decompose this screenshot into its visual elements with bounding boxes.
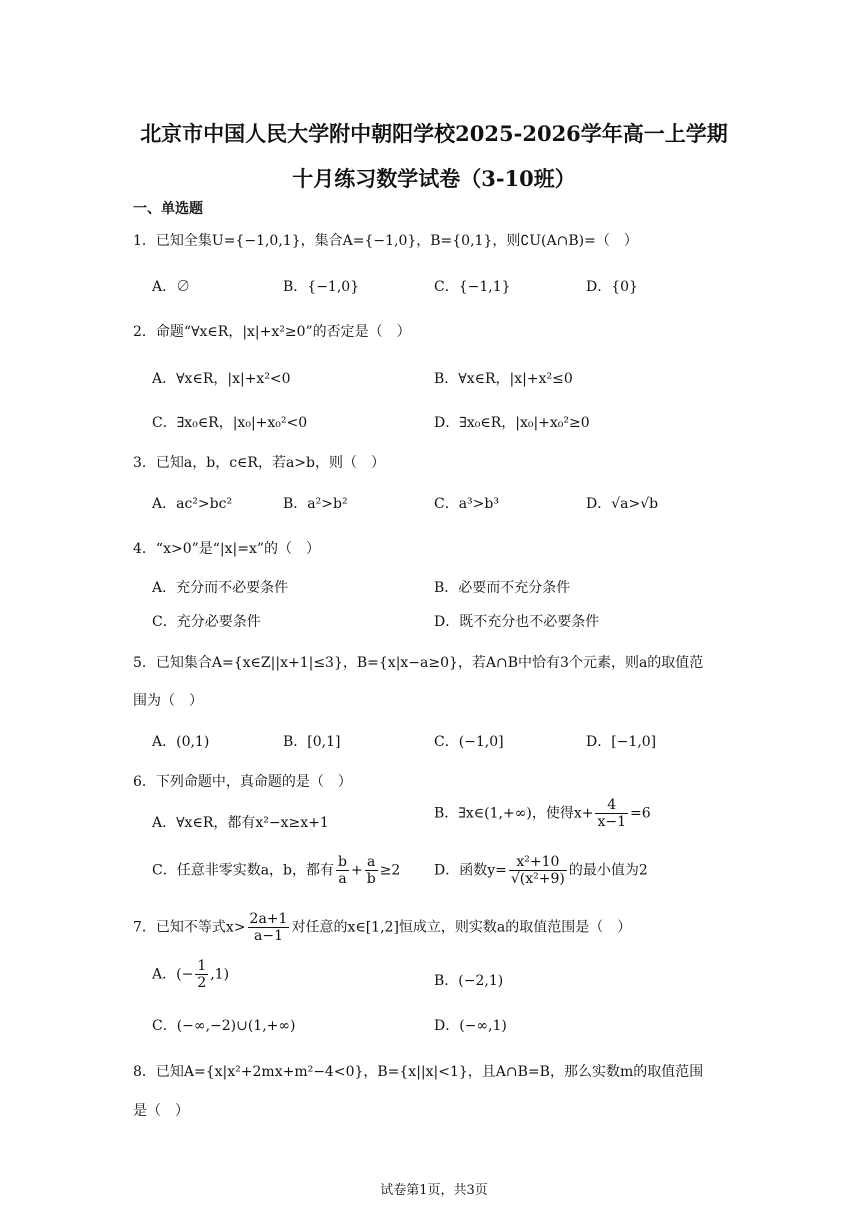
question-6-option-b-fraction [595, 797, 628, 830]
question-6-option-d-prefix: D．函数y= [434, 862, 507, 879]
question-6-option-d [434, 854, 648, 887]
fraction-numerator: a [365, 854, 378, 871]
question-3-option-d: D．√a>√b [586, 496, 659, 512]
question-6-option-c-fraction-1 [336, 854, 349, 887]
question-6-option-d-fraction [509, 854, 567, 887]
question-5-option-b: B．[0,1] [283, 734, 341, 750]
question-2-option-d: D．∃x₀∈R，|x₀|+x₀²≥0 [434, 415, 590, 431]
question-6-option-a: A．∀x∈R，都有x²−x≥x+1 [152, 815, 329, 831]
fraction-numerator: 1 [197, 958, 207, 974]
question-1-stem: 1．已知全集U={−1,0,1}，集合A={−1,0}，B={0,1}，则∁U(A∩B)=（ ） [133, 233, 638, 249]
question-6-option-d-suffix: 的最小值为2 [568, 862, 648, 879]
question-6-option-c-fraction-2 [365, 854, 378, 887]
question-5-option-a: A．(0,1) [152, 734, 210, 750]
question-4-option-d: D．既不充分也不必要条件 [434, 614, 600, 630]
fraction-numerator: 2a+1 [249, 911, 288, 927]
fraction-numerator: b [338, 854, 347, 870]
question-6-option-b-suffix: =6 [630, 805, 651, 822]
question-3-stem: 3．已知a，b，c∈R，若a>b，则（ ） [133, 455, 385, 471]
fraction-numerator: 4 [595, 797, 628, 814]
question-2-option-b: B．∀x∈R，|x|+x²≤0 [434, 371, 573, 387]
fraction-numerator: x²+10 [509, 854, 567, 871]
fraction-denominator: a−1 [254, 928, 283, 944]
question-7-stem-fraction [248, 911, 290, 944]
question-7-option-c: C．(−∞,−2)∪(1,+∞) [152, 1018, 296, 1034]
question-2-stem: 2．命题“∀x∈R，|x|+x²≥0”的否定是（ ） [133, 324, 411, 340]
question-6-option-b-prefix: B．∃x∈(1,+∞)，使得x+ [434, 805, 594, 822]
question-8-stem-line2: 是（ ） [133, 1103, 189, 1119]
question-5-option-d: D．[−1,0] [586, 734, 657, 750]
question-1-option-a: A．∅ [152, 279, 191, 295]
question-7-option-d: D．(−∞,1) [434, 1018, 507, 1034]
question-7-option-b: B．(−2,1) [434, 973, 504, 989]
question-4-option-a: A．充分而不必要条件 [152, 580, 289, 596]
question-4-option-c: C．充分必要条件 [152, 614, 261, 630]
question-2-option-c: C．∃x₀∈R，|x₀|+x₀²<0 [152, 415, 308, 431]
question-6-option-c [152, 854, 400, 887]
question-1-option-d: D．{0} [586, 279, 638, 295]
question-5-stem-line2: 围为（ ） [133, 693, 203, 709]
question-7-stem [133, 911, 631, 944]
question-7-stem-suffix: 对任意的x∈[1,2]恒成立，则实数a的取值范围是（ ） [291, 919, 632, 936]
question-5-option-c: C．(−1,0] [434, 734, 504, 750]
question-3-option-c: C．a³>b³ [434, 496, 499, 512]
fraction-denominator: a [338, 871, 347, 887]
question-4-stem: 4．“x>0”是“|x|=x”的（ ） [133, 541, 321, 557]
question-4-option-b: B．必要而不充分条件 [434, 580, 571, 596]
exam-title-line2: 十月练习数学试卷（3-10班） [292, 166, 576, 191]
section-heading: 一、单选题 [133, 201, 203, 217]
question-8-stem-line1: 8．已知A={x|x²+2mx+m²−4<0}，B={x||x|<1}，且A∩B=B，那么实数m的取值范围 [133, 1064, 704, 1080]
question-7-option-a-suffix: ,1) [210, 966, 230, 983]
question-7-option-a [152, 958, 229, 991]
question-7-option-a-prefix: A．(− [152, 966, 194, 983]
question-1-option-b: B．{−1,0} [283, 279, 360, 295]
question-6-option-c-prefix: C．任意非零实数a，b，都有 [152, 862, 335, 879]
plus-sign: + [351, 862, 363, 879]
fraction-denominator: √(x²+9) [510, 871, 565, 887]
page-footer: 试卷第1页，共3页 [380, 1183, 488, 1198]
question-7-stem-prefix: 7．已知不等式x> [133, 919, 246, 936]
question-3-option-a: A．ac²>bc² [152, 496, 233, 512]
question-3-option-b: B．a²>b² [283, 496, 348, 512]
question-6-option-c-suffix: ≥2 [379, 862, 401, 879]
fraction-denominator: x−1 [597, 814, 626, 830]
question-1-option-c: C．{−1,1} [434, 279, 511, 295]
question-6-option-b [434, 797, 651, 830]
question-5-stem-line1: 5．已知集合A={x∈Z||x+1|≤3}，B={x|x−a≥0}，若A∩B中恰有3个元素，则a的取值范 [133, 655, 704, 671]
question-2-option-a: A．∀x∈R，|x|+x²<0 [152, 371, 291, 387]
fraction-denominator: b [366, 871, 376, 887]
fraction-denominator: 2 [197, 975, 207, 991]
exam-title-line1: 北京市中国人民大学附中朝阳学校2025-2026学年高一上学期 [140, 121, 728, 146]
question-6-stem: 6．下列命题中，真命题的是（ ） [133, 774, 352, 790]
question-7-option-a-fraction [195, 958, 208, 991]
